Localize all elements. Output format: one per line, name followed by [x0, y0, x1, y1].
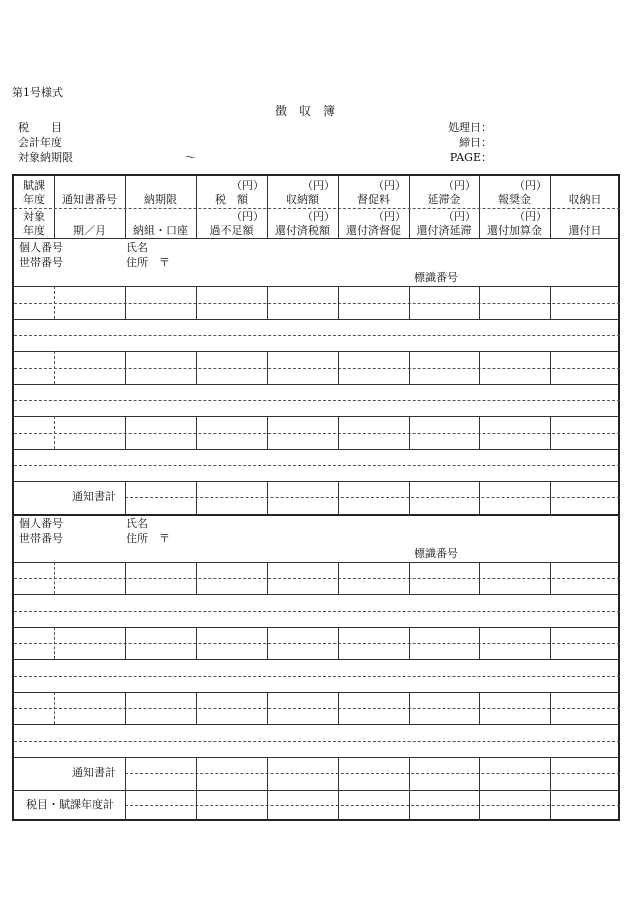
col-tax-unit: （円） — [231, 179, 264, 192]
closing-date-label: 締日： — [459, 136, 492, 149]
col-account: 納組・口座 — [133, 224, 188, 237]
col-refund-dunning: 還付済督促 — [346, 224, 401, 237]
col-tax-amount: 税 額 — [215, 193, 248, 206]
col-refund-late: 還付済延滞 — [416, 224, 472, 237]
col-late-fee: 延滞金 — [427, 193, 461, 206]
col-assess-year-b: 年度 — [23, 193, 45, 206]
col-received-unit: （円） — [302, 179, 335, 192]
form-number: 第1号様式 — [12, 86, 63, 99]
tax-item-label: 税 目 — [18, 121, 62, 134]
address-label: 住所 〒 — [126, 256, 170, 269]
col-period-month: 期／月 — [73, 224, 106, 237]
notice-total-label: 通知書計 — [72, 490, 116, 503]
col-refund-dunning-unit: （円） — [373, 210, 406, 223]
col-reward: 報奨金 — [498, 193, 531, 206]
page-label: PAGE： — [449, 151, 492, 164]
col-refund-tax: 還付済税額 — [275, 224, 330, 237]
col-refund-addition: 還付加算金 — [487, 224, 542, 237]
due-period-tilde: ～ — [185, 151, 196, 164]
col-received-amount: 収納額 — [286, 193, 319, 206]
grand-total-label: 税目・賦課年度計 — [26, 798, 114, 811]
col-refund-tax-unit: （円） — [302, 210, 335, 223]
col-assess-year-a: 賦課 — [23, 179, 45, 192]
col-diff-unit: （円） — [231, 210, 264, 223]
name-label: 氏名 — [126, 517, 148, 530]
household-number-label: 世帯番号 — [19, 256, 63, 269]
col-diff-amount: 過不足額 — [209, 224, 254, 237]
id-number-label: 標識番号 — [414, 547, 458, 560]
col-received-date: 収納日 — [568, 193, 602, 206]
col-refund-add-unit: （円） — [514, 210, 547, 223]
address-label: 住所 〒 — [126, 532, 170, 545]
col-reward-unit: （円） — [514, 179, 547, 192]
col-dunning-fee: 督促料 — [357, 193, 390, 206]
col-due-date: 納期限 — [144, 193, 177, 206]
fiscal-year-label: 会計年度 — [18, 136, 62, 149]
col-refund-late-unit: （円） — [443, 210, 476, 223]
personal-number-label: 個人番号 — [19, 517, 63, 530]
personal-number-label: 個人番号 — [19, 241, 63, 254]
due-period-label: 対象納期限 — [18, 151, 73, 164]
notice-total-label: 通知書計 — [72, 766, 116, 779]
id-number-label: 標識番号 — [414, 271, 458, 284]
household-number-label: 世帯番号 — [19, 532, 63, 545]
collection-ledger-table — [12, 174, 620, 821]
name-label: 氏名 — [126, 241, 148, 254]
col-target-year-b: 年度 — [23, 224, 45, 237]
col-dunning-unit: （円） — [373, 179, 406, 192]
col-late-unit: （円） — [443, 179, 476, 192]
col-notice-number: 通知書番号 — [62, 193, 117, 206]
page-title: 徴 収 簿 — [275, 104, 336, 118]
col-target-year-a: 対象 — [23, 210, 45, 223]
processing-date-label: 処理日： — [448, 121, 492, 134]
col-refund-date: 還付日 — [568, 224, 602, 237]
